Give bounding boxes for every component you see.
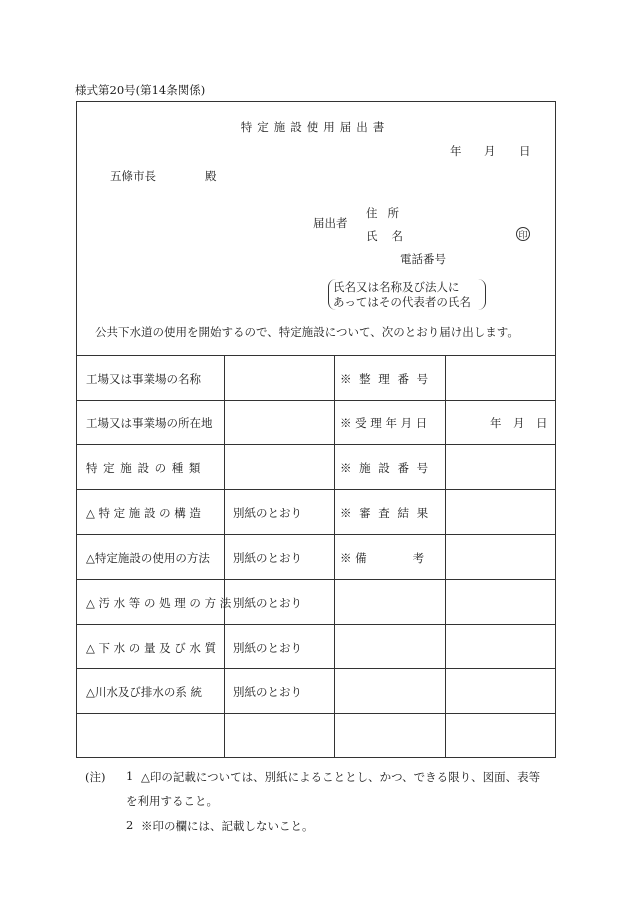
row-value[interactable]: 別紙のとおり [233,685,302,699]
honorific: 殿 [205,169,217,183]
notes-prefix: (注) [85,770,106,784]
statement-text: 公共下水道の使用を開始するので、特定施設について、次のとおり届け出します。 [95,325,519,339]
date-month-label: 月 [484,144,496,158]
date-year-label: 年 [450,144,462,158]
row-label: △川水及び排水の系 統 [86,685,202,699]
table-row-divider [76,444,556,445]
row-value[interactable]: 別紙のとおり [233,596,302,610]
row-label: △ 汚 水 等 の 処 理 の 方 法 [86,596,232,610]
table-column-divider [224,355,225,758]
corporate-note-line-1: 氏名又は名称及び法人に [333,280,460,294]
table-row-divider [76,713,556,714]
table-column-divider [445,355,446,758]
row-label: 特 定 施 設 の 種 類 [86,461,202,475]
row-label: 工場又は事業場の所在地 [86,416,213,430]
corporate-name-note [328,279,486,310]
row-value[interactable]: 別紙のとおり [233,641,302,655]
row-label: △ 特 定 施 設 の 構 造 [86,506,201,520]
table-row-divider [76,624,556,625]
row-label: ※ 受 理 年 月 日 [340,416,428,430]
row-label: ※ 備 考 [340,551,425,565]
row-value[interactable]: 別紙のとおり [233,506,302,520]
table-top-border [76,355,556,356]
note-text: △印の記載については、別紙によることとし、かつ、できる限り、図面、表等 [141,770,541,784]
table-row-divider [76,489,556,490]
table-row-divider [76,400,556,401]
row-value[interactable]: 別紙のとおり [233,551,302,565]
row-label: ※ 審 査 結 果 [340,506,431,520]
note-text-continuation: を利用すること。 [126,794,218,808]
address-label: 住所 [366,206,409,220]
row-value[interactable]: 年 月 日 [490,416,548,430]
form-number-label: 様式第20号(第14条関係) [75,83,206,97]
table-column-divider [334,355,335,758]
table-row-divider [76,579,556,580]
form-title: 特定施設使用届出書 [240,120,390,134]
seal-icon: 印 [516,227,530,241]
date-day-label: 日 [519,144,531,158]
note-text: ※印の欄には、記載しないこと。 [141,819,314,833]
row-label: ※ 施 設 番 号 [340,461,431,475]
row-label: △特定施設の使用の方法 [86,551,210,565]
name-label: 氏名 [366,229,417,243]
row-label: 工場又は事業場の名称 [86,372,201,386]
corporate-note-line-2: あってはその代表者の氏名 [333,295,471,309]
applicant-label: 届出者 [313,216,348,230]
row-label: △ 下 水 の 量 及 び 水 質 [86,641,217,655]
table-row-divider [76,534,556,535]
table-row-divider [76,668,556,669]
addressee: 五條市長 [110,169,156,183]
row-label: ※ 整 理 番 号 [340,372,431,386]
note-number: 2 [126,818,134,832]
phone-label: 電話番号 [400,252,446,266]
note-number: 1 [126,769,134,783]
